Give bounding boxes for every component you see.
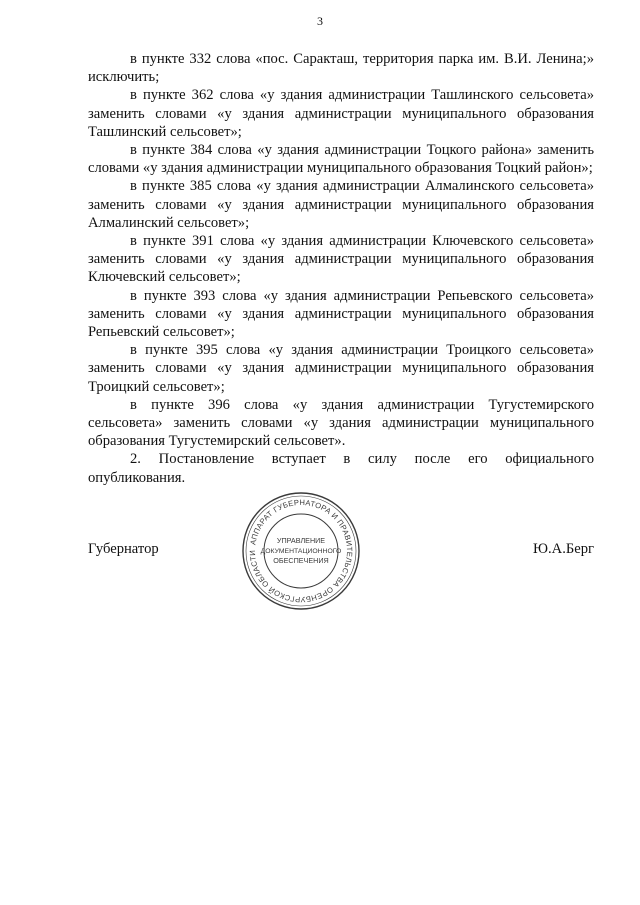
- seal-graphic: [240, 490, 362, 612]
- paragraph-entry-into-force: 2. Постановление вступает в силу после его официального опубликования.: [88, 451, 594, 486]
- paragraph-item-384: в пункте 384 слова «у здания администрации Тоцкого района» заменить словами «у здания администрации муниципального образования Тоцкий район»;: [88, 142, 594, 177]
- paragraph-item-391: в пункте 391 слова «у здания администрации Ключевского сельсовета» заменить словами «у здания администрации муниципального образования Ключевский сельсовет»;: [88, 233, 594, 286]
- paragraph-item-393: в пункте 393 слова «у здания администрации Репьевского сельсовета» заменить словами «у здания администрации муниципального образования Репьевский сельсовет»;: [88, 287, 594, 341]
- page-number: 3: [317, 14, 323, 28]
- paragraph-item-395: в пункте 395 слова «у здания администрации Троицкого сельсовета» заменить словами «у здания администрации муниципального образования Троицкий сельсовет»;: [88, 342, 594, 395]
- signer-name: Ю.А.Берг: [533, 541, 594, 557]
- seal-ring-text: АППАРАТ ГУБЕРНАТОРА И ПРАВИТЕЛЬСТВА ОРЕНБУРГСКОЙ ОБЛАСТИ: [247, 497, 355, 605]
- paragraph-item-332: в пункте 332 слова «пос. Саракташ, территория парка им. В.И. Ленина;» исключить;: [88, 51, 594, 86]
- paragraph-item-396: в пункте 396 слова «у здания администрации Тугустемирского сельсовета» заменить словами «у здания администрации муниципального образования Тугустемирский сельсовет».: [88, 396, 594, 450]
- seal-center-line-2: ДОКУМЕНТАЦИОННОГО: [260, 548, 342, 555]
- paragraph-item-362: в пункте 362 слова «у здания администрации Ташлинского сельсовета» заменить словами «у здания администрации муниципального образования Ташлинский сельсовет»;: [88, 87, 594, 140]
- seal-center-line-3: ОБЕСПЕЧЕНИЯ: [273, 556, 329, 565]
- signer-title: Губернатор: [88, 541, 159, 557]
- seal-center-line-1: УПРАВЛЕНИЕ: [276, 536, 326, 545]
- paragraph-item-385: в пункте 385 слова «у здания администрации Алмалинского сельсовета» заменить словами «у здания администрации муниципального образования Алмалинский сельсовет»;: [88, 178, 594, 231]
- document-body: [88, 50, 594, 487]
- official-seal-stamp: [240, 490, 362, 612]
